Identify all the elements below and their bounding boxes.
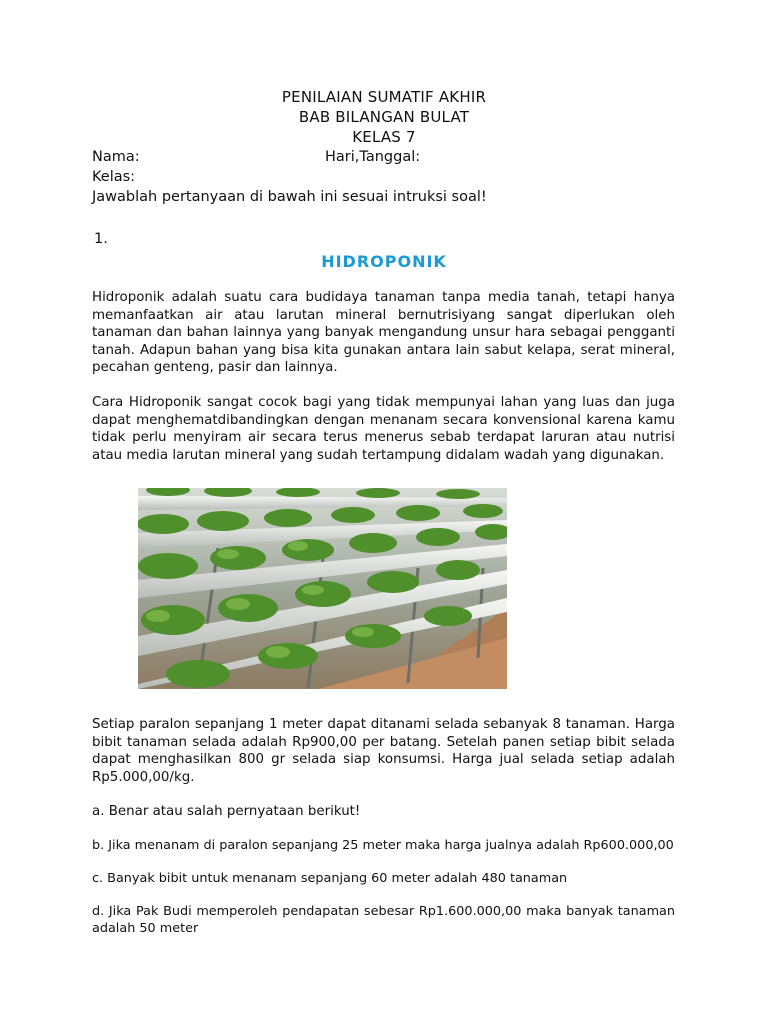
paragraph-definition: Hidroponik adalah suatu cara budidaya tanaman tanpa media tanah, tetapi hanya memanfaatkan air atau larutan mineral bernutrisiyang sangat diperlukan oleh tanaman dan bahan lainnya yang banyak mengandung unsur hara sebagai pengganti tanah. Adapun bahan yang bisa kita gunakan antara lain sabut kelapa, serat mineral, pecahan genteng, pasir dan lainnya. [92, 290, 675, 375]
question-d: d. Jika Pak Budi memperoleh pendapatan sebesar Rp1.600.000,00 maka banyak tanaman adalah 50 meter [92, 904, 675, 936]
name-field-label: Nama: [92, 149, 140, 165]
instruction-text: Jawablah pertanyaan di bawah ini sesuai intruksi soal! [92, 189, 487, 205]
header-subtitle: BAB BILANGAN BULAT [298, 108, 470, 126]
question-number: 1. [94, 231, 108, 247]
section-title: HIDROPONIK [321, 252, 447, 271]
header-title: PENILAIAN SUMATIF AKHIR [281, 88, 487, 106]
question-c: c. Banyak bibit untuk menanam sepanjang 60 meter adalah 480 tanaman [92, 871, 568, 886]
date-field-label: Hari,Tanggal: [325, 149, 421, 165]
header-class: KELAS 7 [352, 128, 416, 146]
question-b: b. Jika menanam di paralon sepanjang 25 meter maka harga jualnya adalah Rp600.000,00 [92, 838, 674, 853]
paragraph-benefits: Cara Hidroponik sangat cocok bagi yang tidak mempunyai lahan yang luas dan juga dapat menghematdibandingkan dengan menanam secara konvensional karena kamu tidak perlu menyiram air secara terus menerus sebab terdapat laruran atau nutrisi atau media larutan mineral yang sudah tertampung didalam wadah yang digunakan. [92, 395, 675, 463]
paragraph-problem: Setiap paralon sepanjang 1 meter dapat ditanami selada sebanyak 8 tanaman. Harga bibit tanaman selada adalah Rp900,00 per batang. Setelah panen setiap bibit selada dapat menghasilkan 800 gr selada siap konsumsi. Harga jual selada setiap adalah Rp5.000,00/kg. [92, 717, 675, 785]
class-field-label: Kelas: [92, 169, 136, 185]
question-a: a. Benar atau salah pernyataan berikut! [92, 804, 361, 819]
hydroponics-photo [138, 488, 507, 689]
